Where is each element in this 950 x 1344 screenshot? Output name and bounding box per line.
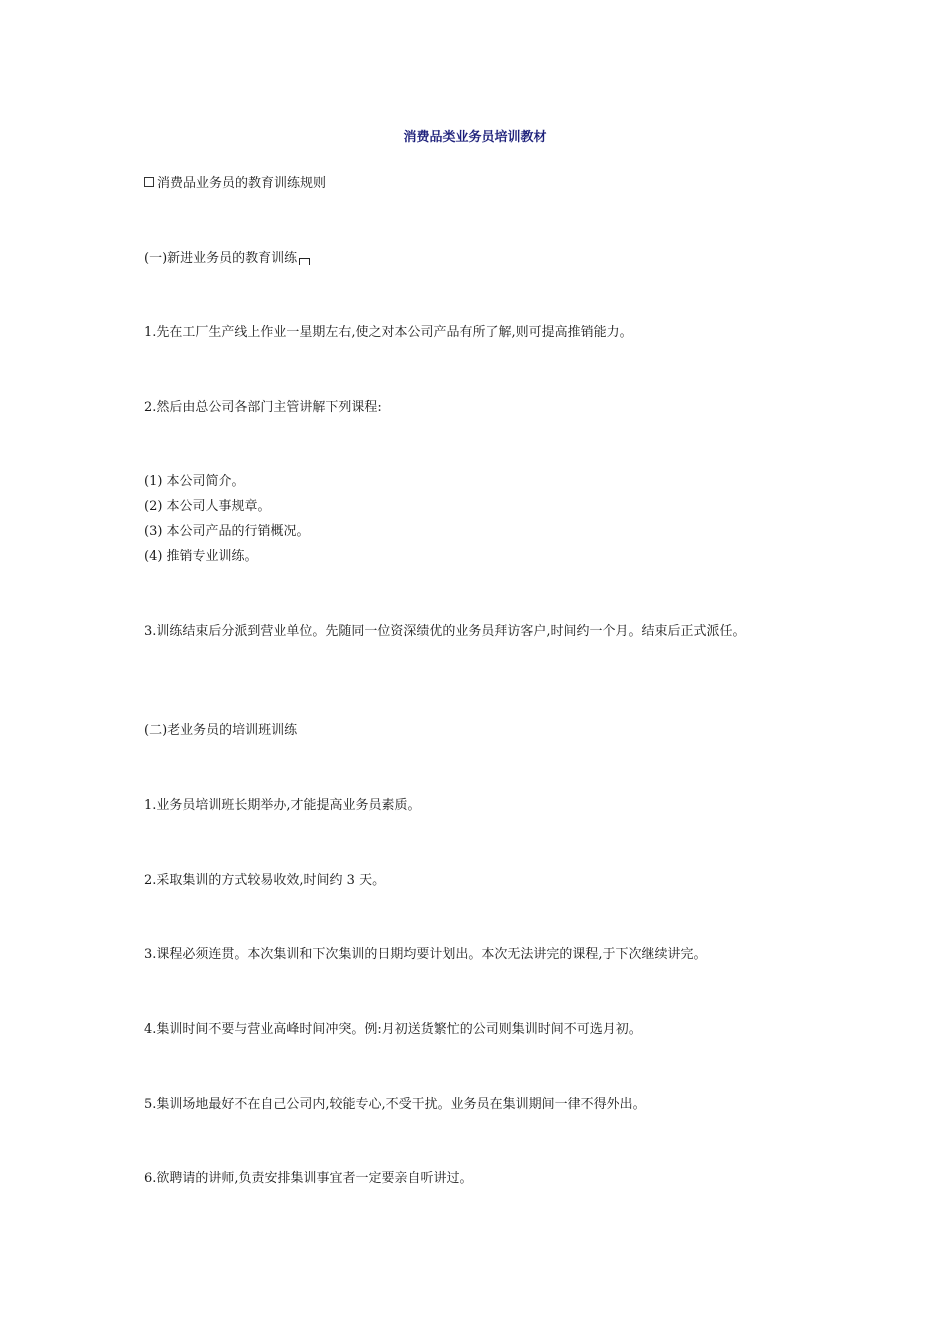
bracket-mark-icon <box>299 258 310 265</box>
course-item-1: (1) 本公司简介。 <box>144 474 245 489</box>
course-item-4: (4) 推销专业训练。 <box>144 549 258 564</box>
document-title: 消费品类业务员培训教材 <box>403 130 547 145</box>
course-item-3: (3) 本公司产品的行销概况。 <box>144 524 310 539</box>
section2-item-2: 2.采取集训的方式较易收效,时间约 3 天。 <box>144 873 386 888</box>
course-item-2: (2) 本公司人事规章。 <box>144 499 271 514</box>
section1-item-2: 2.然后由总公司各部门主管讲解下列课程: <box>144 400 382 415</box>
section2-heading: (二)老业务员的培训班训练 <box>144 723 298 738</box>
document-heading-text: 消费品业务员的教育训练规则 <box>157 176 327 191</box>
section2-item-5: 5.集训场地最好不在自己公司内,较能专心,不受干扰。业务员在集训期间一律不得外出。 <box>144 1097 646 1112</box>
section2-item-3: 3.课程必须连贯。本次集训和下次集训的日期均要计划出。本次无法讲完的课程,于下次继续讲完。 <box>144 947 707 962</box>
section1-heading-text: (一)新进业务员的教育训练 <box>144 251 298 266</box>
checkbox-square-icon <box>144 177 154 187</box>
section1-heading <box>144 250 310 268</box>
section2-item-4: 4.集训时间不要与营业高峰时间冲突。例:月初送货繁忙的公司则集训时间不可选月初。 <box>144 1022 642 1037</box>
section2-item-6: 6.欲聘请的讲师,负责安排集训事宜者一定要亲自听讲过。 <box>144 1171 473 1186</box>
section1-item-3: 3.训练结束后分派到营业单位。先随同一位资深绩优的业务员拜访客户,时间约一个月。结束后正式派任。 <box>144 624 746 639</box>
section1-item-1: 1.先在工厂生产线上作业一星期左右,使之对本公司产品有所了解,则可提高推销能力。 <box>144 325 633 340</box>
document-heading <box>144 175 326 193</box>
section2-item-1: 1.业务员培训班长期举办,才能提高业务员素质。 <box>144 798 421 813</box>
